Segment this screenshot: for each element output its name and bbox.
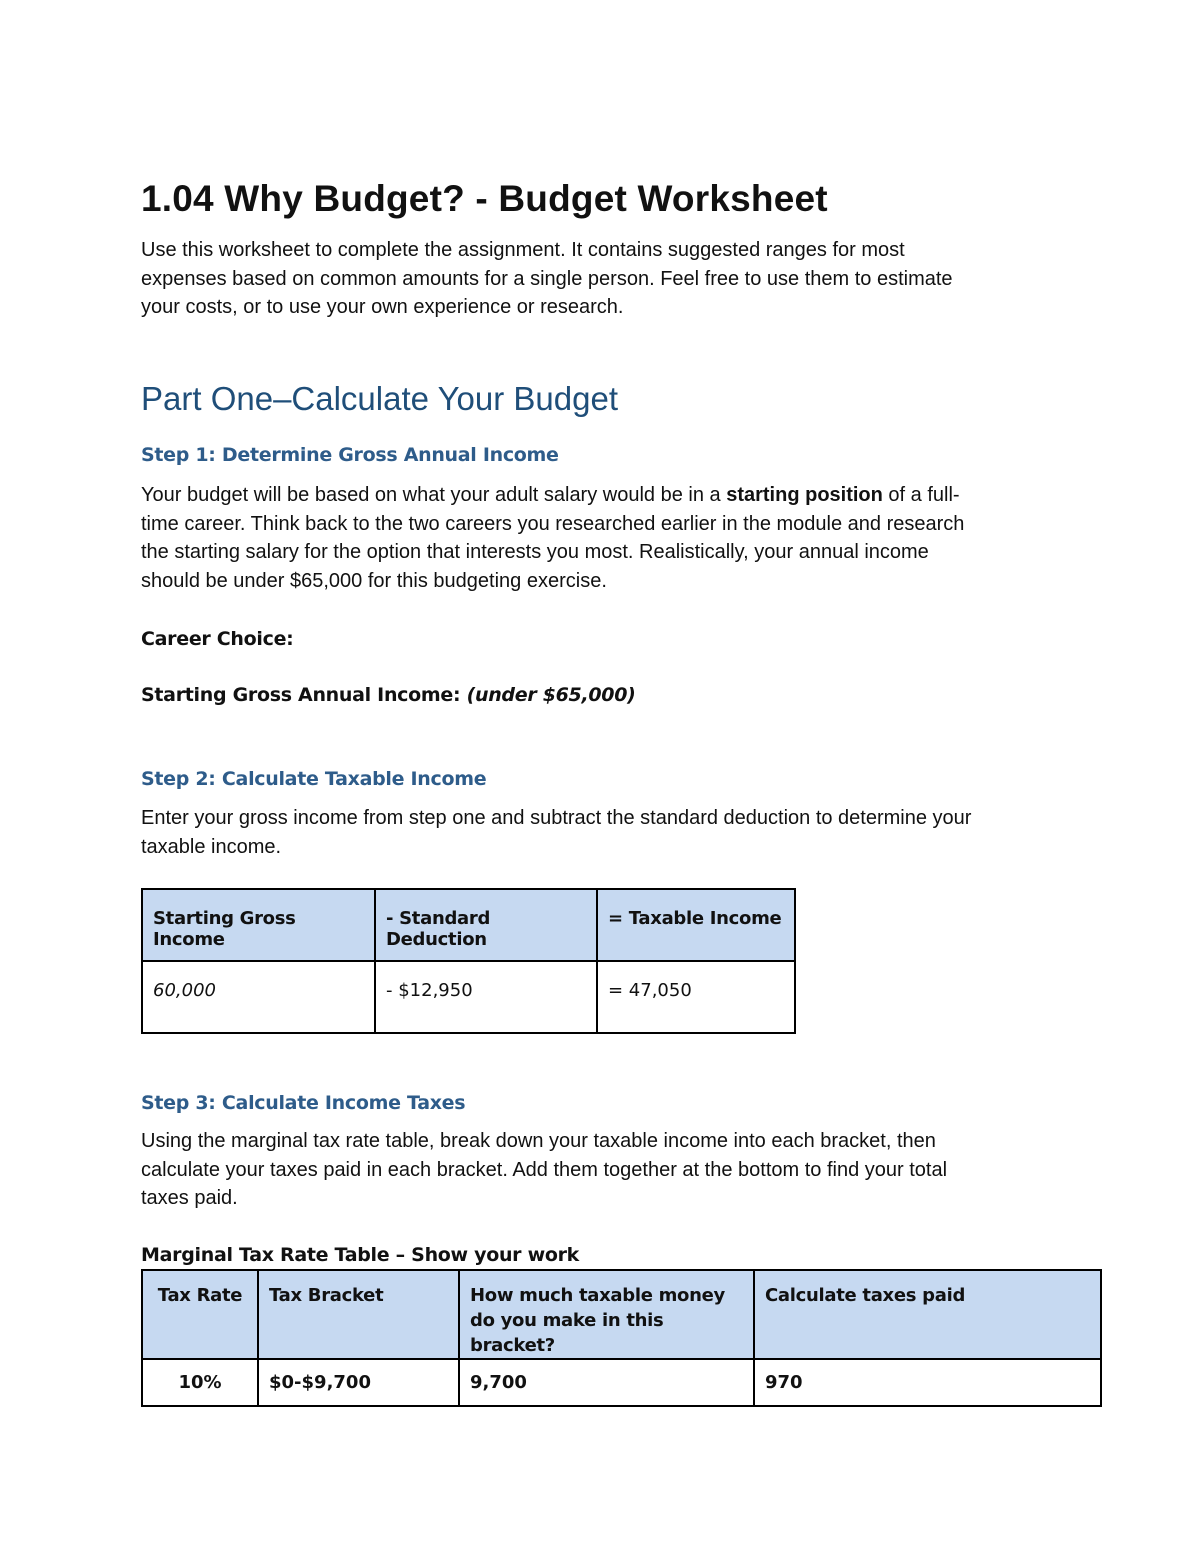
step1-line: time career. Think back to the two careers you researched earlier in the module and research (141, 512, 965, 535)
step1-line: the starting salary for the option that interests you most. Realistically, your annual income (141, 541, 929, 563)
table-header-row (142, 889, 795, 961)
tax-table-title: Marginal Tax Rate Table – Show your work (141, 1244, 579, 1266)
step1-heading: Step 1: Determine Gross Annual Income (141, 444, 559, 466)
marginal-tax-table (141, 1269, 1102, 1407)
table-header-cell: - Standard Deduction (375, 889, 597, 961)
starting-income-note: (under $65,000) (466, 684, 636, 706)
step1-line1-after: of a full- (882, 484, 960, 506)
page-title: 1.04 Why Budget? - Budget Worksheet (141, 178, 828, 219)
table-row (142, 1359, 1101, 1406)
table-header-cell: Tax Rate (142, 1270, 258, 1359)
step2-line: taxable income. (141, 835, 282, 858)
table-header-cell: = Taxable Income (597, 889, 795, 961)
table-header-cell: Tax Bracket (258, 1270, 459, 1359)
taxes-paid-cell[interactable]: 970 (754, 1359, 1101, 1406)
tax-bracket-cell: $0-$9,700 (258, 1359, 459, 1406)
step2-line: Enter your gross income from step one and subtract the standard deduction to determine your (141, 807, 972, 829)
table-header-row (142, 1270, 1101, 1359)
standard-deduction-cell[interactable]: - $12,950 (375, 961, 597, 1033)
taxable-amount-cell[interactable]: 9,700 (459, 1359, 754, 1406)
gross-income-cell[interactable]: 60,000 (142, 961, 375, 1033)
intro-paragraph (141, 236, 953, 322)
intro-line: Use this worksheet to complete the assignment. It contains suggested ranges for most (141, 239, 905, 261)
table-row (142, 961, 795, 1033)
starting-income-label-text: Starting Gross Annual Income: (141, 684, 467, 706)
intro-line: expenses based on common amounts for a single person. Feel free to use them to estimate (141, 267, 953, 290)
part-one-heading: Part One–Calculate Your Budget (141, 380, 619, 417)
step3-line: calculate your taxes paid in each bracket. Add them together at the bottom to find your total (141, 1158, 948, 1181)
starting-income-label (141, 684, 636, 706)
step2-heading: Step 2: Calculate Taxable Income (141, 768, 487, 790)
step3-paragraph (141, 1127, 947, 1213)
taxable-income-cell[interactable]: = 47,050 (597, 961, 795, 1033)
step3-heading: Step 3: Calculate Income Taxes (141, 1092, 466, 1114)
step1-paragraph (141, 481, 964, 595)
step2-paragraph (141, 804, 971, 861)
step1-line1-bold: starting position (726, 484, 883, 506)
step3-line: Using the marginal tax rate table, break down your taxable income into each bracket, then (141, 1130, 936, 1152)
table-header-cell: Calculate taxes paid (754, 1270, 1101, 1359)
step1-line (141, 481, 964, 510)
taxable-income-table (141, 888, 796, 1034)
tax-rate-cell: 10% (142, 1359, 258, 1406)
intro-line: your costs, or to use your own experience or research. (141, 296, 624, 318)
step3-line: taxes paid. (141, 1187, 238, 1209)
step1-line1-before: Your budget will be based on what your adult salary would be in a (141, 484, 727, 506)
table-header-cell: Starting Gross Income (142, 889, 375, 961)
step1-line: should be under $65,000 for this budgeting exercise. (141, 569, 607, 592)
table-header-cell: How much taxable money do you make in this bracket? (459, 1270, 754, 1359)
career-choice-label: Career Choice: (141, 628, 294, 650)
